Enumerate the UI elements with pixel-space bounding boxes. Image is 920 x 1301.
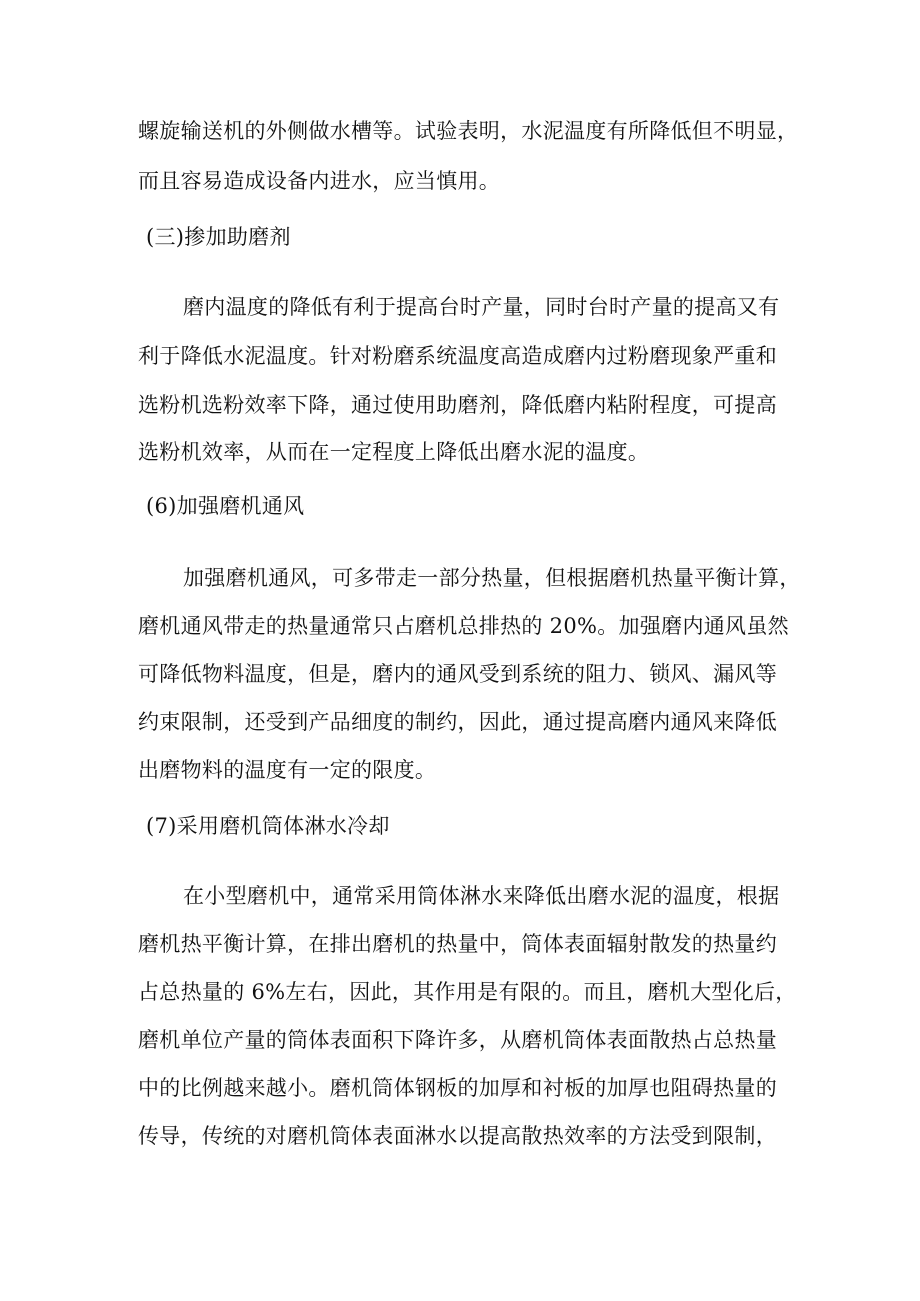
- text-line: 可降低物料温度，但是，磨内的通风受到系统的阻力、锁风、漏风等: [138, 662, 777, 686]
- text-line: 约束限制，还受到产品细度的制约，因此，通过提高磨内通风来降低: [138, 710, 777, 734]
- text-line: 利于降低水泥温度。针对粉磨系统温度高造成磨内过粉磨现象严重和: [138, 344, 777, 368]
- text-line: 加强磨机通风，可多带走一部分热量，但根据磨机热量平衡计算，: [183, 566, 801, 590]
- text-line: 磨机通风带走的热量通常只占磨机总排热的 20%。加强磨内通风虽然: [138, 614, 789, 638]
- text-line: 传导，传统的对磨机筒体表面淋水以提高散热效率的方法受到限制，: [138, 1124, 777, 1148]
- text-line: 在小型磨机中，通常采用筒体淋水来降低出磨水泥的温度，根据: [183, 884, 780, 908]
- text-line: 选粉机选粉效率下降，通过使用助磨剂，降低磨内粘附程度，可提高: [138, 393, 777, 417]
- text-line: 磨机单位产量的筒体表面积下降许多，从磨机筒体表面散热占总热量: [138, 1028, 777, 1052]
- section-heading: (三)掺加助磨剂: [146, 225, 291, 249]
- section-heading: (7)采用磨机筒体淋水冷却: [146, 814, 390, 838]
- text-line: 占总热量的 6%左右，因此，其作用是有限的。而且，磨机大型化后，: [138, 980, 797, 1004]
- text-line: 而且容易造成设备内进水，应当慎用。: [138, 169, 501, 193]
- text-line: 选粉机效率，从而在一定程度上降低出磨水泥的温度。: [138, 440, 650, 464]
- text-line: 螺旋输送机的外侧做水槽等。试验表明，水泥温度有所降低但不明显，: [138, 119, 799, 143]
- text-line: 中的比例越来越小。磨机筒体钢板的加厚和衬板的加厚也阻碍热量的: [138, 1076, 777, 1100]
- text-line: 磨机热平衡计算，在排出磨机的热量中，筒体表面辐射散发的热量约: [138, 932, 777, 956]
- text-line: 出磨物料的温度有一定的限度。: [138, 758, 437, 782]
- text-line: 磨内温度的降低有利于提高台时产量，同时台时产量的提高又有: [183, 295, 780, 319]
- section-heading: (6)加强磨机通风: [146, 494, 305, 518]
